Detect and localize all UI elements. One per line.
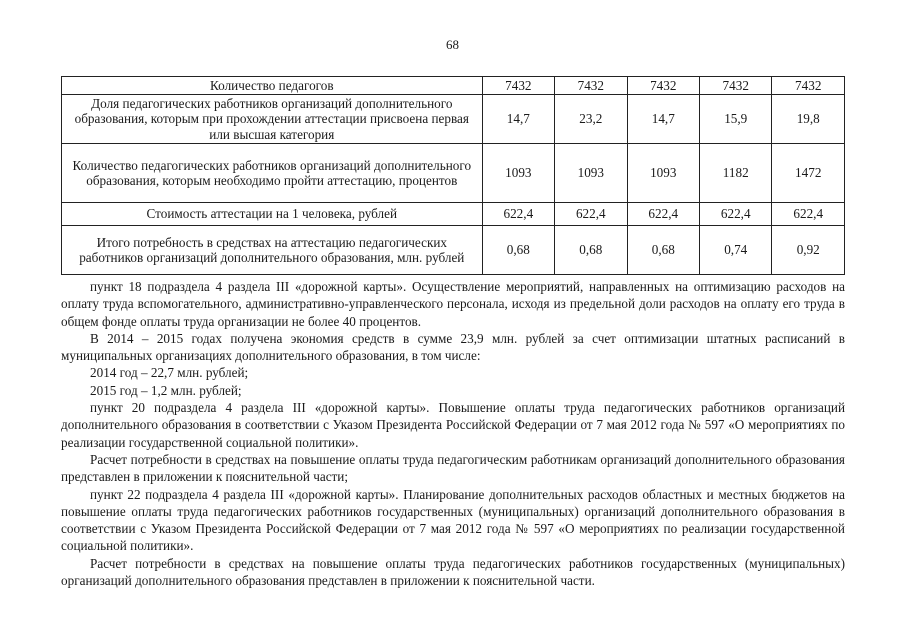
row-label: Итого потребность в средствах на аттестацию педагогических работников организаций дополнительного образования, млн. рублей xyxy=(62,225,483,274)
table-cell: 7432 xyxy=(627,77,699,95)
table-cell: 14,7 xyxy=(627,94,699,143)
table-cell: 1093 xyxy=(627,143,699,202)
row-label: Доля педагогических работников организаций дополнительного образования, которым при прохождении аттестации присвоена первая или высшая категория xyxy=(62,94,483,143)
table-cell: 7432 xyxy=(555,77,627,95)
row-label: Количество педагогических работников организаций дополнительного образования, которым необходимо пройти аттестацию, процентов xyxy=(62,143,483,202)
table-cell: 0,74 xyxy=(700,225,772,274)
table-cell: 7432 xyxy=(700,77,772,95)
paragraph: пункт 18 подраздела 4 раздела III «дорожной карты». Осуществление мероприятий, направленных на оптимизацию расходов на оплату труда вспомогательного, административно-управленческого персонала, исходя из предельной доли расходов на оплату его труда в общем фонде оплаты труда организации не более 40 процентов. xyxy=(61,279,845,329)
table-cell: 0,92 xyxy=(772,225,845,274)
table-cell: 19,8 xyxy=(772,94,845,143)
page-number: 68 xyxy=(446,37,459,52)
table-cell: 0,68 xyxy=(555,225,627,274)
table-cell: 15,9 xyxy=(700,94,772,143)
table-row xyxy=(62,77,845,95)
table-cell: 622,4 xyxy=(772,202,845,225)
table-cell: 1472 xyxy=(772,143,845,202)
table-cell: 7432 xyxy=(772,77,845,95)
table-cell: 1093 xyxy=(555,143,627,202)
paragraph: пункт 22 подраздела 4 раздела III «дорожной карты». Планирование дополнительных расходов областных и местных бюджетов на повышение оплаты труда педагогических работников государственных (муниципальных) организаций дополнительного образования в соответствии с Указом Президента Российской Федерации от 7 мая 2012 года № 597 «О мероприятиях по реализации государственной социальной политики». xyxy=(61,486,845,554)
table-cell: 622,4 xyxy=(555,202,627,225)
table-cell: 622,4 xyxy=(700,202,772,225)
paragraph: Расчет потребности в средствах на повышение оплаты труда педагогическим работникам организаций дополнительного образования представлен в приложении к пояснительной части; xyxy=(61,451,845,485)
table-row xyxy=(62,94,845,143)
paragraph: пункт 20 подраздела 4 раздела III «дорожной карты». Повышение оплаты труда педагогических работников организаций дополнительного образования в соответствии с Указом Президента Российской Федерации от 7 мая 2012 года № 597 «О мероприятиях по реализации государственной социальной политики». xyxy=(61,400,845,450)
table-cell: 1182 xyxy=(700,143,772,202)
table-row xyxy=(62,202,845,225)
paragraph: 2015 год – 1,2 млн. рублей; xyxy=(90,382,242,398)
table-cell: 622,4 xyxy=(627,202,699,225)
table-cell: 7432 xyxy=(482,77,554,95)
table-cell: 1093 xyxy=(482,143,554,202)
table-cell: 622,4 xyxy=(482,202,554,225)
paragraph: Расчет потребности в средствах на повышение оплаты труда педагогических работников государственных (муниципальных) организаций дополнительного образования представлен в приложении к пояснительной части. xyxy=(61,555,845,589)
table-cell: 0,68 xyxy=(482,225,554,274)
table-cell: 0,68 xyxy=(627,225,699,274)
row-label: Стоимость аттестации на 1 человека, рублей xyxy=(62,202,483,225)
body-text xyxy=(61,278,845,589)
paragraph: В 2014 – 2015 годах получена экономия средств в сумме 23,9 млн. рублей за счет оптимизации штатных расписаний в муниципальных организациях дополнительного образования, в том числе: xyxy=(61,330,845,364)
table-row xyxy=(62,225,845,274)
table-row xyxy=(62,143,845,202)
row-label: Количество педагогов xyxy=(62,77,483,95)
table-cell: 14,7 xyxy=(482,94,554,143)
table-cell: 23,2 xyxy=(555,94,627,143)
data-table xyxy=(61,76,845,275)
paragraph: 2014 год – 22,7 млн. рублей; xyxy=(90,365,249,381)
